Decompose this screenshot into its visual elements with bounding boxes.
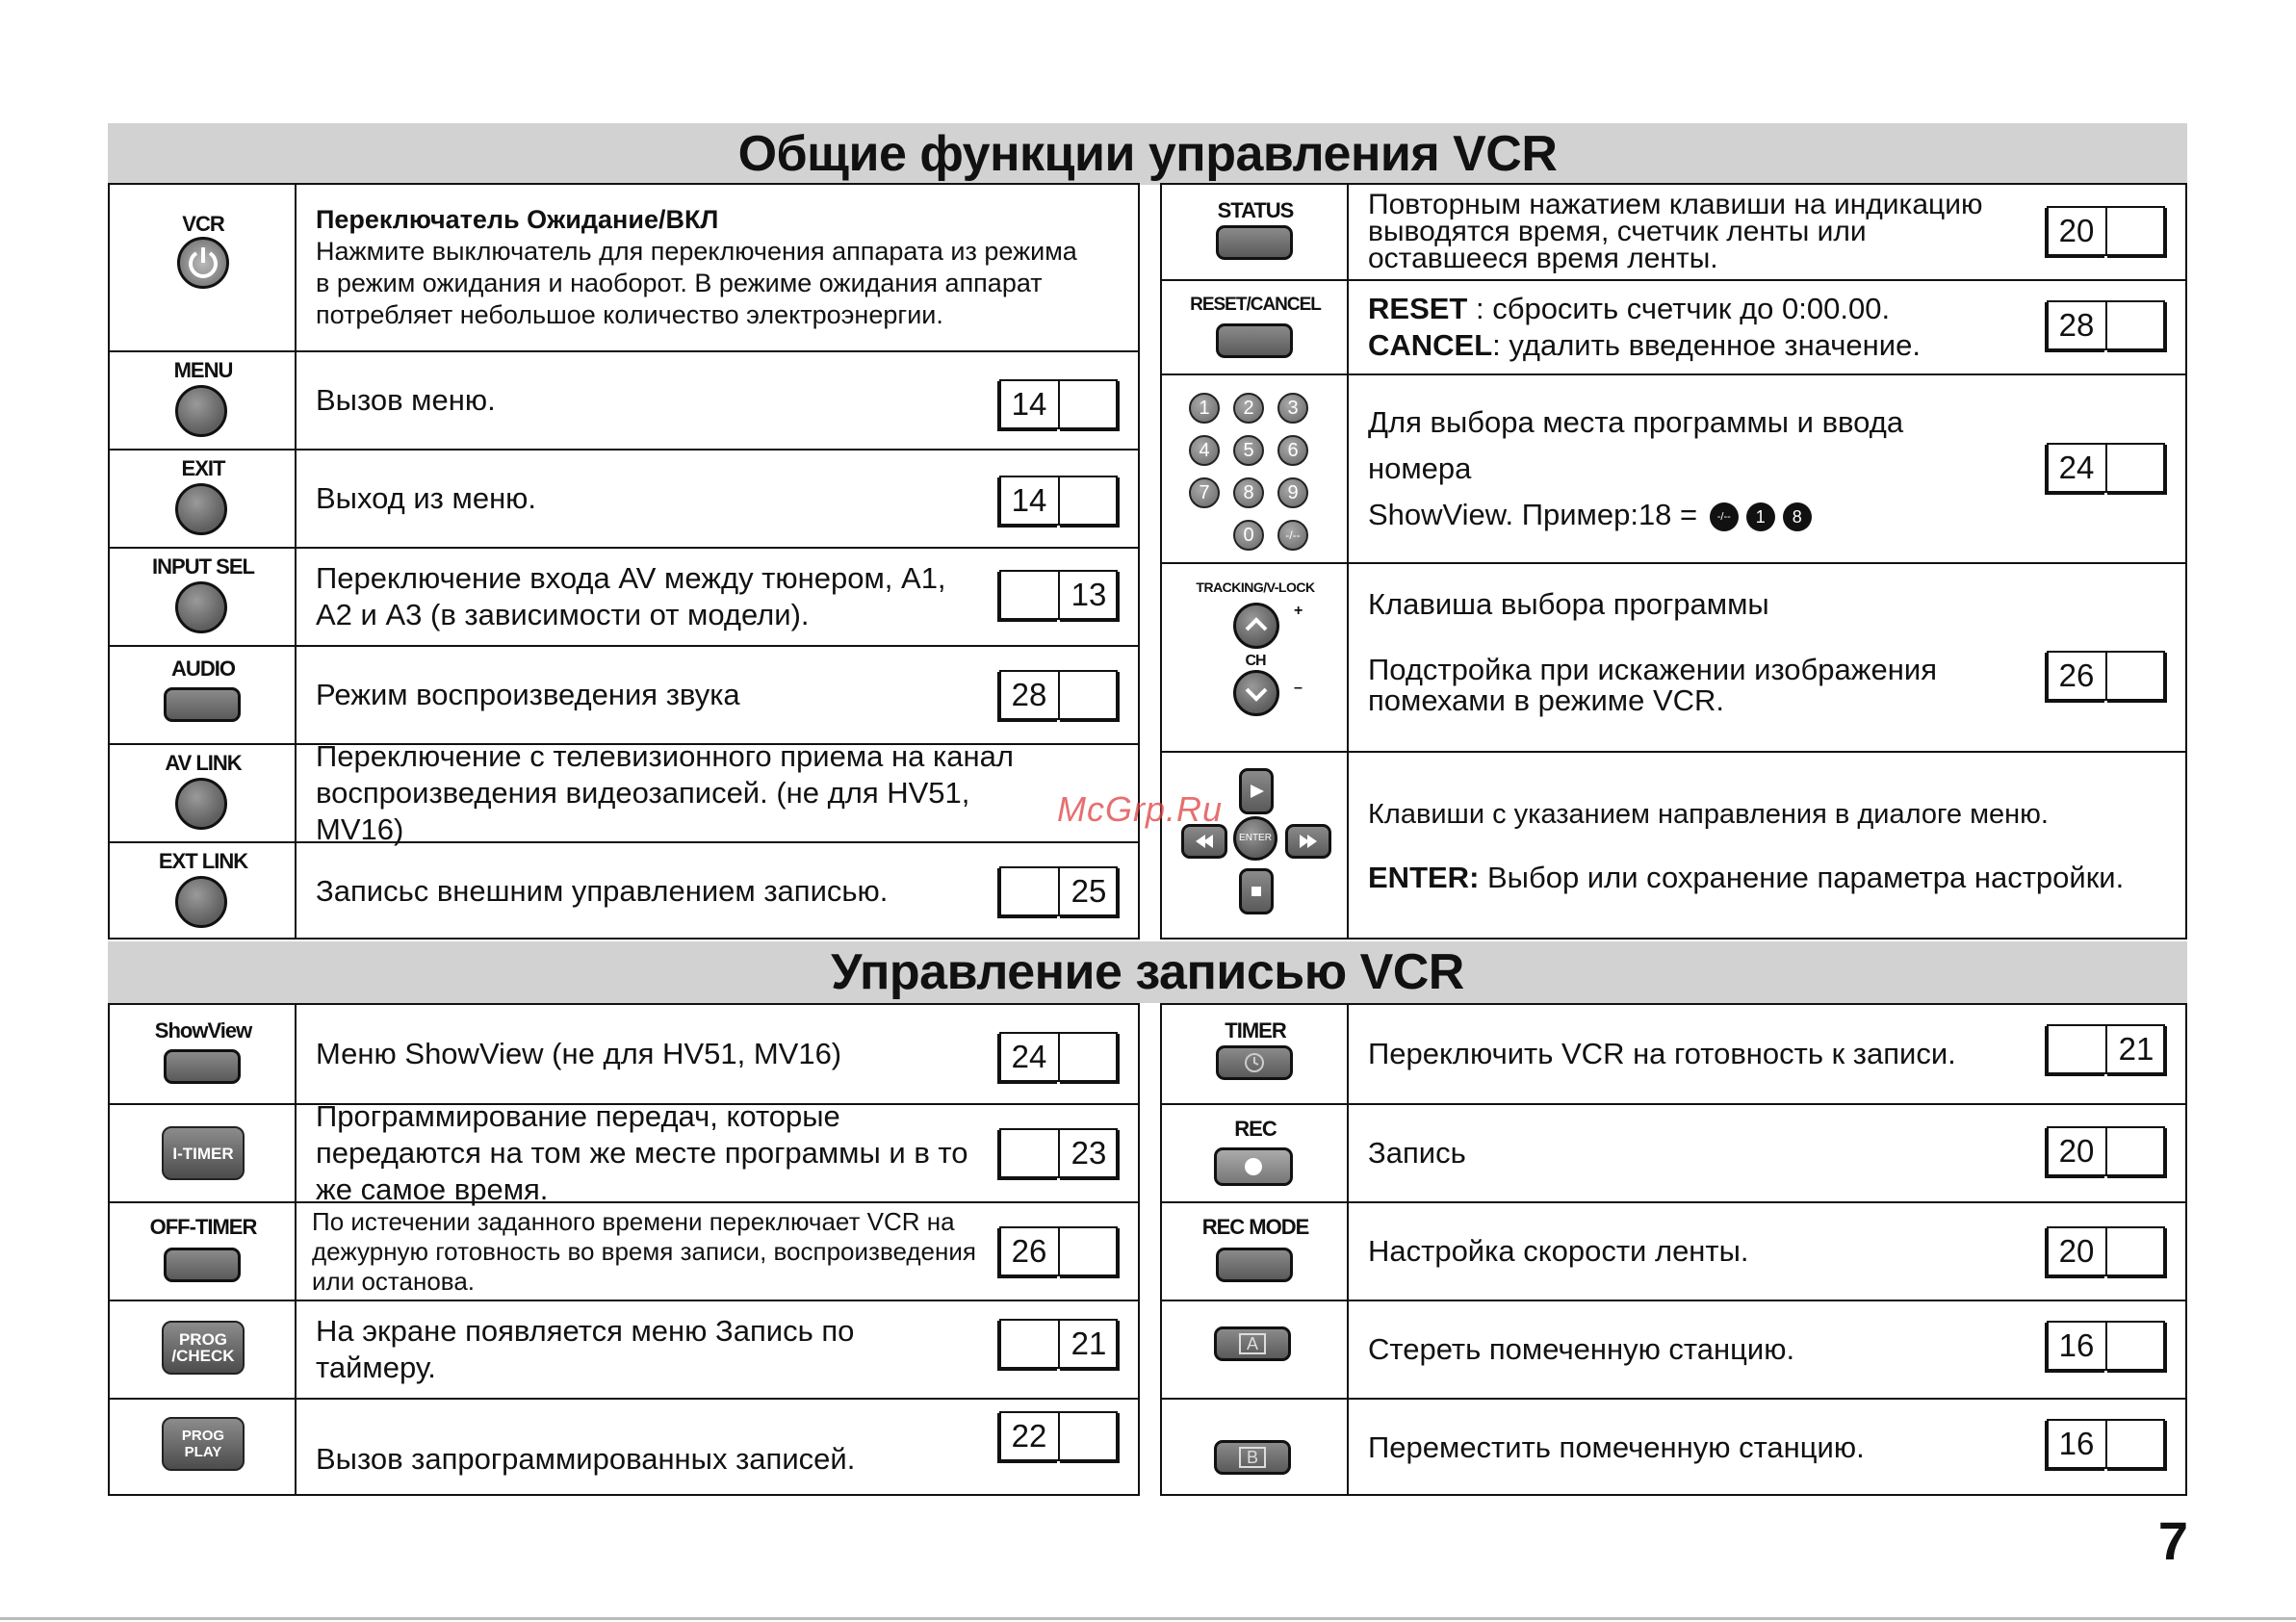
table-row (110, 1005, 1138, 1103)
table-row (110, 449, 1138, 547)
watermark: McGrp.Ru (1057, 789, 1224, 829)
reset-cancel-button-icon (1216, 323, 1293, 358)
button-label: STATUS (1217, 198, 1294, 222)
row-description: На экране появляется меню Запись по таймеру. (316, 1314, 855, 1384)
status-button-icon (1216, 225, 1293, 260)
row-description: Записьс внешним управлением записью. (316, 874, 889, 908)
book-page-icon (999, 866, 1119, 918)
table-row (1162, 1300, 2185, 1398)
key-3-icon: 3 (1277, 393, 1308, 424)
arrow-right-icon (1285, 824, 1331, 859)
record-left-table (108, 1003, 1140, 1496)
page-reference: 20 (2058, 1133, 2095, 1169)
general-right-table (1160, 183, 2187, 940)
table-row (110, 185, 1138, 350)
table-row (1162, 185, 2185, 279)
book-page-icon (2047, 443, 2166, 495)
book-page-icon (2047, 651, 2166, 703)
table-row (1162, 1398, 2185, 1496)
book-page-icon (2047, 1126, 2166, 1178)
row-description: Выход из меню. (316, 481, 537, 515)
exit-button-icon (175, 483, 227, 535)
page-reference: 16 (2058, 1327, 2095, 1363)
row-text (316, 185, 1080, 350)
book-page-icon (2047, 1226, 2166, 1278)
button-label: ShowView (154, 1018, 252, 1043)
page-reference: 24 (2058, 450, 2095, 485)
page-reference: 25 (1071, 873, 1107, 909)
input-sel-button-icon (175, 581, 227, 633)
row-title: Переключатель Ожидание/ВКЛ (316, 205, 719, 234)
key-2-icon: 2 (1233, 393, 1264, 424)
book-page-icon (999, 1032, 1119, 1084)
button-label: MENU (173, 358, 233, 382)
rec-mode-button-icon (1216, 1248, 1293, 1282)
table-row (110, 1300, 1138, 1398)
ext-link-button-icon (175, 876, 227, 928)
channel-buttons-icon (1162, 564, 1349, 751)
row-description: Переместить помеченную станцию. (1368, 1430, 1865, 1464)
example-key-8-icon: 8 (1783, 502, 1812, 531)
page-reference: 14 (1011, 386, 1047, 422)
key-5-icon: 5 (1233, 435, 1264, 466)
channel-down-icon (1233, 670, 1279, 716)
table-row (110, 739, 1138, 846)
button-label: VCR (182, 212, 224, 236)
i-timer-button-icon: I-TIMER (162, 1126, 245, 1180)
key-8-icon: 8 (1233, 477, 1264, 508)
row-description: Переключение с телевизионного приема на канал воспроизведения видеозаписей. (не для HV51, MV16) (316, 739, 1014, 846)
menu-button-icon (175, 385, 227, 437)
page-reference: 24 (1011, 1039, 1047, 1074)
row-description: По истечении заданного времени переключает VCR на дежурную готовность во время записи, воспроизведения или останова. (312, 1206, 976, 1296)
page-reference: 20 (2058, 1233, 2095, 1269)
book-page-icon (999, 1128, 1119, 1180)
off-timer-button-icon (164, 1248, 241, 1282)
table-row (1162, 373, 2185, 562)
table-row (1162, 751, 2185, 940)
table-row (1162, 1005, 2185, 1103)
book-page-icon (999, 1411, 1119, 1463)
book-page-icon (999, 1226, 1119, 1278)
row-description: Клавиши с указанием направления в диалоге меню. ENTER: Выбор или сохранение параметра настройки. (1368, 799, 2125, 894)
table-row (110, 350, 1138, 449)
book-page-icon (999, 379, 1119, 431)
table-row (110, 1201, 1138, 1300)
row-description: Настройка скорости ленты. (1368, 1234, 1749, 1268)
table-row (1162, 1103, 2185, 1201)
row-description: Повторным нажатием клавиши на индикацию выводятся время, счетчик ленты или оставшееся время ленты. (1368, 189, 1983, 274)
arrow-down-icon (1239, 868, 1274, 914)
button-label: REC MODE (1201, 1215, 1309, 1239)
page-reference: 14 (1011, 482, 1047, 518)
showview-button-icon (164, 1049, 241, 1084)
prog-check-button-icon: PROG /CHECK (162, 1321, 245, 1375)
key-7-icon: 7 (1189, 477, 1220, 508)
button-label: AUDIO (171, 657, 235, 681)
record-right-table (1160, 1003, 2187, 1496)
table-row (1162, 1201, 2185, 1300)
table-row (110, 1099, 1138, 1206)
row-description: Клавиша выбора программы Подстройка при искажении изображения помехами в режиме VCR. (1368, 587, 1937, 717)
book-page-icon (999, 670, 1119, 722)
table-row (110, 547, 1138, 645)
minus-label: – (1294, 680, 1303, 696)
key-0-icon: 0 (1233, 520, 1264, 551)
button-label: EXIT (181, 456, 225, 480)
key-dash-icon: -/-- (1277, 520, 1308, 551)
page-reference: 13 (1071, 577, 1107, 612)
table-row (110, 841, 1138, 940)
row-description: Вызов запрограммированных записей. (316, 1442, 856, 1476)
row-description: Переключить VCR на готовность к записи. (1368, 1037, 1956, 1070)
enter-button-icon: ENTER (1233, 816, 1277, 861)
key-9-icon: 9 (1277, 477, 1308, 508)
example-key-1-icon: 1 (1746, 502, 1775, 531)
audio-button-icon (164, 687, 241, 722)
channel-up-icon (1233, 603, 1279, 649)
av-link-button-icon (175, 778, 227, 830)
row-description: Стереть помеченную станцию. (1368, 1332, 1795, 1366)
timer-button-icon (1216, 1045, 1293, 1080)
book-page-icon (999, 1319, 1119, 1371)
row-description: Программирование передач, которые передаются на том же месте программы и в то же самое время. (316, 1099, 968, 1206)
button-label: RESET/CANCEL (1190, 295, 1321, 315)
row-description: Переключение входа AV между тюнером, A1, A2 и A3 (в зависимости от модели). (316, 561, 946, 631)
page-reference: 28 (1011, 677, 1047, 712)
table-row (110, 1398, 1138, 1496)
book-page-icon (2047, 206, 2166, 258)
book-page-icon (2047, 1024, 2166, 1076)
row-description: Режим воспроизведения звука (316, 678, 740, 711)
button-label: AV LINK (165, 751, 242, 775)
table-row (1162, 279, 2185, 373)
page-reference: 21 (1071, 1326, 1107, 1361)
page-reference: 22 (1011, 1418, 1047, 1454)
button-label: TRACKING/V-LOCK (1196, 579, 1315, 595)
book-page-icon (2047, 1419, 2166, 1471)
table-row (1162, 562, 2185, 751)
icon-cell (110, 185, 297, 350)
row-description: Меню ShowView (не для HV51, MV16) (316, 1037, 842, 1070)
prog-play-button-icon: PROG PLAY (162, 1417, 245, 1471)
a-button-icon: A (1214, 1326, 1291, 1361)
button-label: REC (1234, 1117, 1277, 1141)
section-title-general: Общие функции управления VCR (108, 123, 2187, 185)
table-row (110, 645, 1138, 743)
button-label: EXT LINK (158, 849, 248, 873)
book-page-icon (999, 570, 1119, 622)
example-key-dash-icon: -/-- (1710, 502, 1739, 531)
book-page-icon (999, 476, 1119, 528)
key-6-icon: 6 (1277, 435, 1308, 466)
number-keypad-icon (1162, 375, 1349, 562)
plus-label: + (1294, 603, 1303, 619)
row-description: Вызов меню. (316, 383, 496, 417)
page-reference: 28 (2058, 307, 2095, 343)
book-page-icon (2047, 1321, 2166, 1373)
b-button-icon: B (1214, 1440, 1291, 1475)
key-1-icon: 1 (1189, 393, 1220, 424)
row-description: RESET : сбросить счетчик до 0:00.00. CANCEL: удалить введенное значение. (1368, 292, 1921, 362)
row-description: Для выбора места программы и ввода номера ShowView. Пример:18 = -/-- 1 8 (1368, 405, 1904, 531)
channel-label: CH (1245, 653, 1266, 669)
page-number: 7 (2157, 1510, 2188, 1571)
button-label: INPUT SEL (152, 554, 254, 579)
bottom-divider (0, 1617, 2296, 1620)
page-reference: 26 (2058, 657, 2095, 693)
row-description: Запись (1368, 1136, 1466, 1170)
record-button-icon (1214, 1147, 1293, 1186)
button-label: OFF-TIMER (149, 1215, 257, 1239)
arrow-up-icon (1239, 768, 1274, 814)
page-reference: 26 (1011, 1233, 1047, 1269)
button-label: TIMER (1225, 1018, 1286, 1043)
page-reference: 23 (1071, 1135, 1107, 1171)
general-left-table (108, 183, 1140, 940)
key-4-icon: 4 (1189, 435, 1220, 466)
page-reference: 16 (2058, 1426, 2095, 1461)
row-description: Нажмите выключатель для переключения аппарата из режима в режим ожидания и наоборот. В режиме ожидания аппарат потребляет небольшое количество электроэнергии. (316, 237, 1077, 329)
book-page-icon (2047, 300, 2166, 352)
page-reference: 21 (2118, 1031, 2154, 1067)
direction-keys-icon (1162, 753, 1349, 940)
section-title-record: Управление записью VCR (108, 941, 2187, 1003)
page-reference: 20 (2058, 213, 2095, 248)
power-icon (177, 237, 229, 289)
